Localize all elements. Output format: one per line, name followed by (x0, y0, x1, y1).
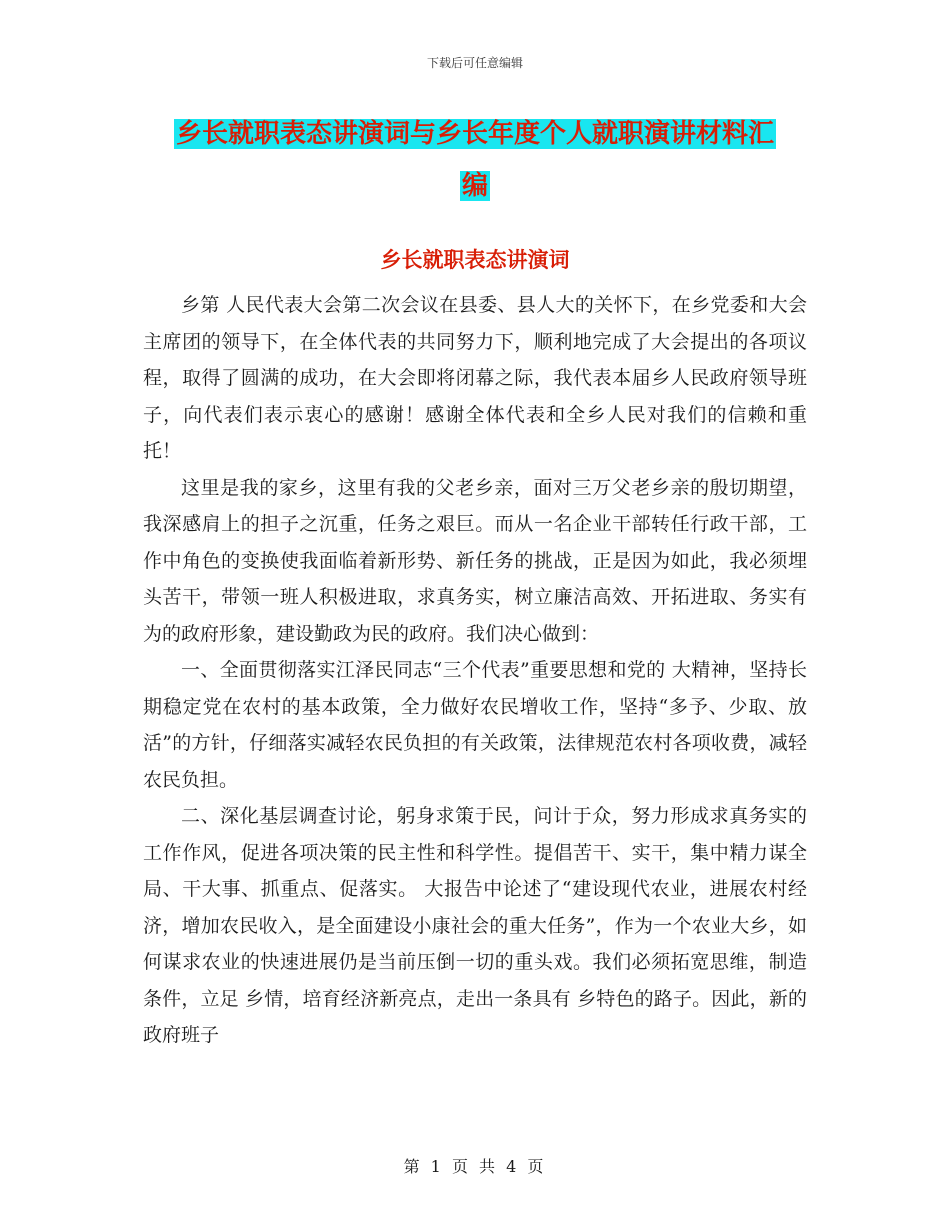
paragraph: 二、深化基层调查讨论，躬身求策于民，问计于众，努力形成求真务实的工作作风，促进各项决策的民主性和科学性。提倡苦干、实干，集中精力谋全局、干大事、抓重点、促落实。 大报告中论述了“建设现代农业，进展农村经济，增加农民收入，是全面建设小康社会的重大任务”，作为一个农业大乡，如何谋求农业的快速进展仍是当前压倒一切的重头戏。我们必须拓宽思维，制造条件，立足 乡情，培育经济新亮点，走出一条具有 乡特色的路子。因此，新的政府班子 (143, 805, 807, 1046)
paragraph: 乡第 人民代表大会第二次会议在县委、县人大的关怀下，在乡党委和大会主席团的领导下，在全体代表的共同努力下，顺利地完成了大会提出的各项议程，取得了圆满的成功，在大会即将闭幕之际，我代表本届乡人民政府领导班子，向代表们表示衷心的感谢！感谢全体代表和全乡人民对我们的信赖和重托！ (143, 294, 807, 462)
document-title-line-1: 乡长就职表态讲演词与乡长年度个人就职演讲材料汇 (175, 119, 774, 149)
document-title (0, 108, 950, 212)
document-title-line-2: 编 (461, 171, 488, 201)
document-body (143, 287, 807, 1054)
paragraph: 这里是我的家乡，这里有我的父老乡亲，面对三万父老乡亲的殷切期望，我深感肩上的担子之沉重，任务之艰巨。而从一名企业干部转任行政干部，工作中角色的变换使我面临着新形势、新任务的挑战，正是因为如此，我必须埋头苦干，带领一班人积极进取，求真务实，树立廉洁高效、开拓进取、务实有为的政府形象，建设勤政为民的政府。我们决心做到： (143, 476, 807, 645)
page-number-footer: 第 1 页 共 4 页 (403, 1157, 547, 1176)
paragraph: 一、全面贯彻落实江泽民同志“三个代表”重要思想和党的 大精神，坚持长期稳定党在农村的基本政策，全力做好农民增收工作，坚持“多予、少取、放活”的方针，仔细落实减轻农民负担的有关政策，法律规范农村各项收费，减轻农民负担。 (143, 659, 807, 791)
page-header-note: 下载后可任意编辑 (426, 56, 523, 70)
section-title: 乡长就职表态讲演词 (380, 248, 570, 272)
